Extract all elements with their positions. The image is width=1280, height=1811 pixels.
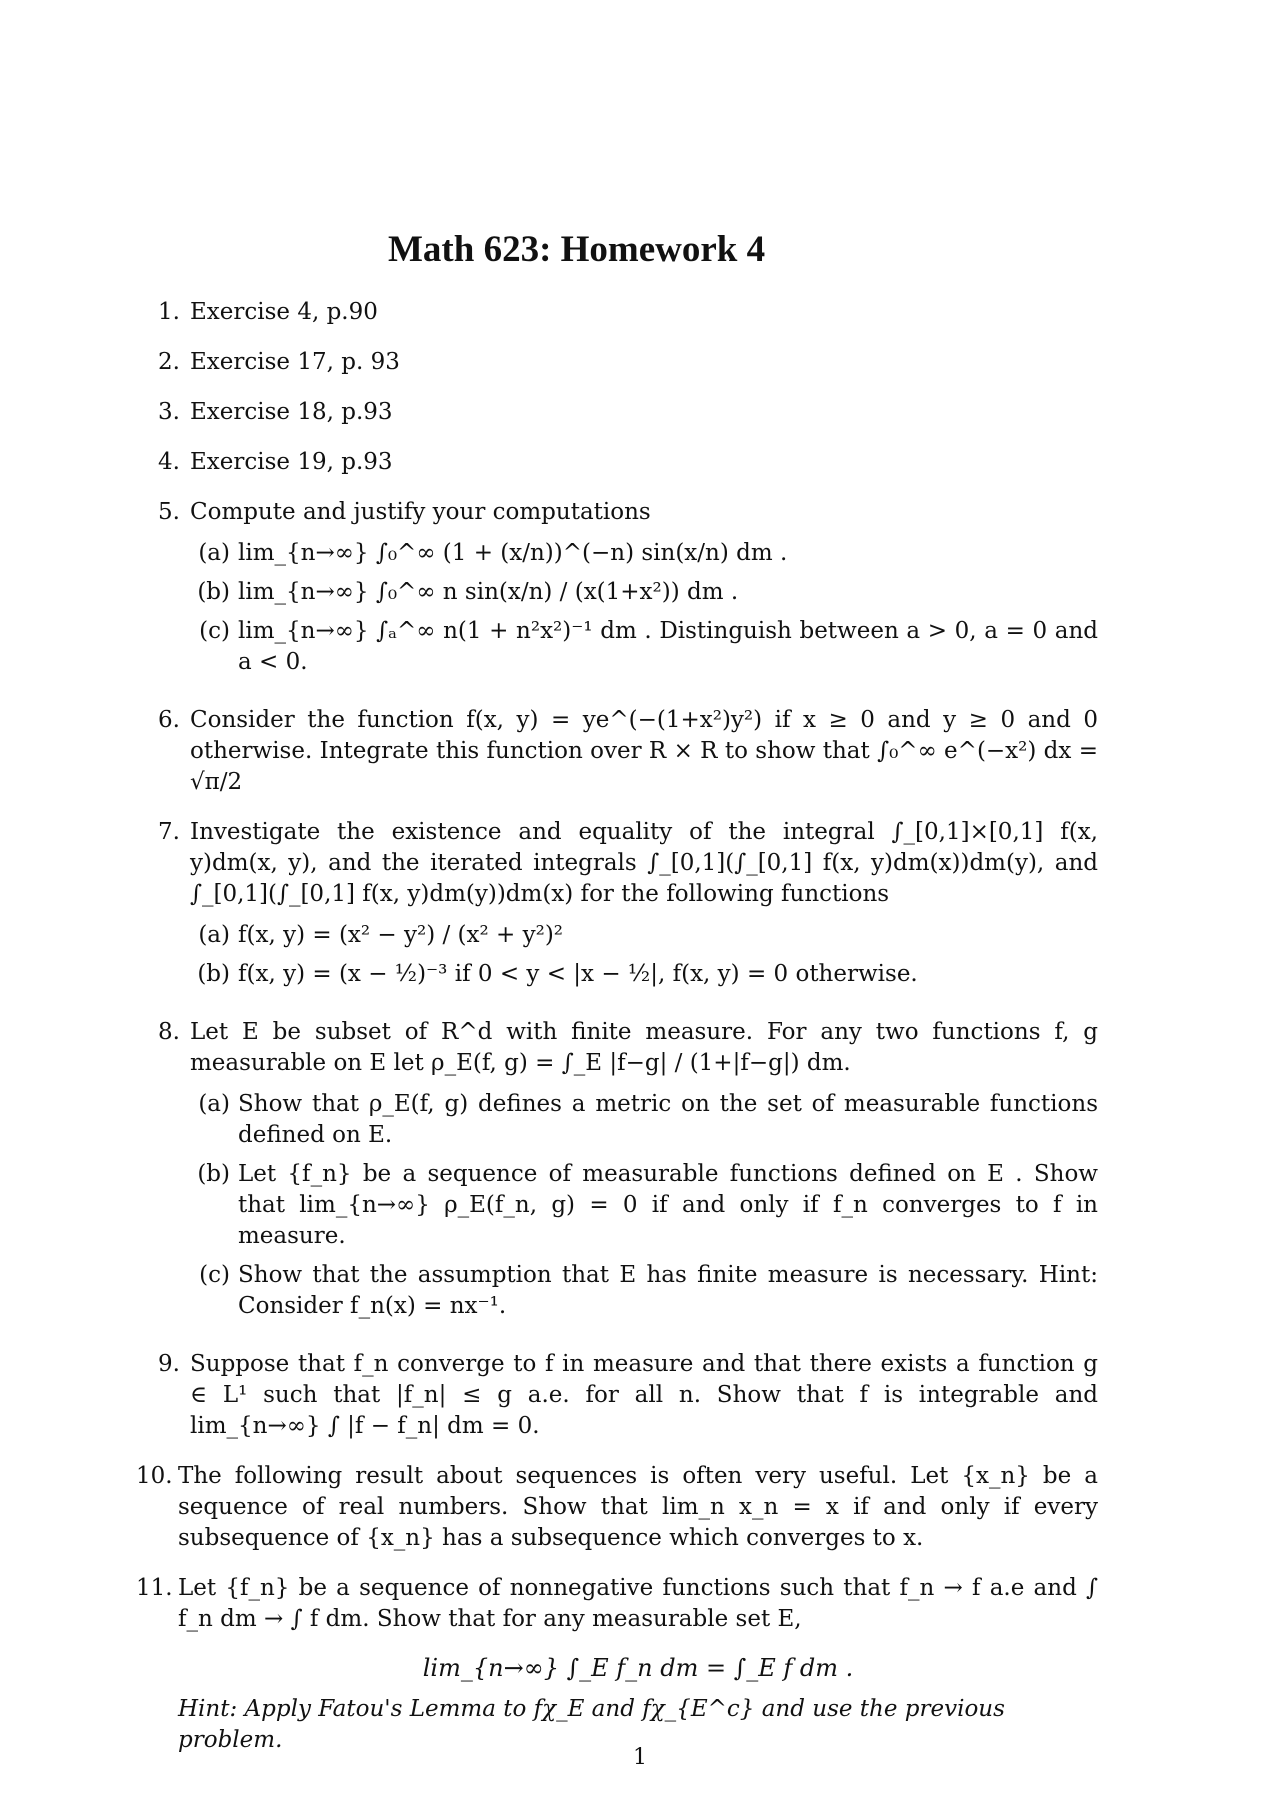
subproblem-text: f(x, y) = (x − ½)⁻³ if 0 < y < |x − ½|, f(x, y) = 0 otherwise. (238, 961, 918, 987)
problem-text: Let E be subset of R^d with finite measure. For any two functions f, g measurable on E let ρ_E(f, g) = ∫_E |f−g| / (1+|f−g|) dm. (190, 1019, 1098, 1076)
problem-6 (148, 705, 1098, 798)
problem-7 (148, 817, 1098, 998)
subproblem (190, 959, 1098, 990)
subproblem-list (190, 538, 1098, 678)
subproblem (190, 616, 1098, 678)
problem-text: Compute and justify your computations (190, 499, 651, 525)
page-title: Math 623: Homework 4 (388, 229, 766, 270)
subproblem (190, 1159, 1098, 1252)
problem-text: Exercise 4, p.90 (190, 299, 378, 325)
problem-9 (148, 1349, 1098, 1442)
subproblem-text: lim_{n→∞} ∫ₐ^∞ n(1 + n²x²)⁻¹ dm . Distinguish between a > 0, a = 0 and a < 0. (238, 618, 1098, 675)
subproblem-text: Let {f_n} be a sequence of measurable functions defined on E . Show that lim_{n→∞} ρ_E(f_n, g) = 0 if and only if f_n converges to f in measure. (238, 1161, 1098, 1249)
problem-1 (148, 297, 1098, 328)
subproblem-label: (a) (198, 922, 230, 948)
problem-number: 4. (158, 449, 180, 475)
content (136, 228, 1098, 1775)
problem-number: 11. (136, 1575, 173, 1601)
problem-number: 10. (136, 1463, 173, 1489)
problem-5 (148, 497, 1098, 686)
problem-text: Investigate the existence and equality of the integral ∫_[0,1]×[0,1] f(x, y)dm(x, y), and the iterated integrals ∫_[0,1](∫_[0,1] f(x, y)dm(x))dm(y), and ∫_[0,1](∫_[0,1] f(x, y)dm(y))dm(x) for the following functions (190, 819, 1098, 907)
subproblem-label: (b) (197, 1161, 230, 1187)
display-equation: lim_{n→∞} ∫_E f_n dm = ∫_E f dm . (422, 1654, 854, 1682)
problem-2 (148, 347, 1098, 378)
problem-number: 6. (158, 707, 180, 733)
hint-text: Hint: Apply Fatou's Lemma to fχ_E and fχ_{E^c} and use the previous problem. (178, 1696, 1005, 1753)
subproblem (190, 920, 1098, 951)
problem-3 (148, 397, 1098, 428)
problem-text: The following result about sequences is often very useful. Let {x_n} be a sequence of real numbers. Show that lim_n x_n = x if and only if every subsequence of {x_n} has a subsequence which converges to x. (178, 1463, 1098, 1551)
problem-text: Exercise 18, p.93 (190, 399, 393, 425)
subproblem-label: (b) (197, 961, 230, 987)
problem-8 (148, 1017, 1098, 1330)
subproblem-text: Show that the assumption that E has finite measure is necessary. Hint: Consider f_n(x) = nx⁻¹. (238, 1262, 1098, 1319)
subproblem-list (190, 1089, 1098, 1322)
problem-4 (148, 447, 1098, 478)
problem-text: Exercise 19, p.93 (190, 449, 393, 475)
subproblem-label: (a) (198, 1091, 230, 1117)
subproblem-text: f(x, y) = (x² − y²) / (x² + y²)² (238, 922, 564, 948)
problem-text: Suppose that f_n converge to f in measure and that there exists a function g ∈ L¹ such that |f_n| ≤ g a.e. for all n. Show that f is integrable and lim_{n→∞} ∫ |f − f_n| dm = 0. (190, 1351, 1098, 1439)
subproblem (190, 1089, 1098, 1151)
problem-10 (136, 1461, 1098, 1554)
subproblem (190, 577, 1098, 608)
subproblem-label: (c) (199, 618, 230, 644)
problem-number: 7. (158, 819, 180, 845)
problem-number: 8. (158, 1019, 180, 1045)
subproblem-text: lim_{n→∞} ∫₀^∞ (1 + (x/n))^(−n) sin(x/n) dm . (238, 540, 788, 566)
subproblem (190, 1260, 1098, 1322)
subproblem-label: (a) (198, 540, 230, 566)
subproblem-text: Show that ρ_E(f, g) defines a metric on the set of measurable functions defined on E. (238, 1091, 1098, 1148)
subproblem-text: lim_{n→∞} ∫₀^∞ n sin(x/n) / (x(1+x²)) dm . (238, 579, 739, 605)
problem-number: 2. (158, 349, 180, 375)
problem-number: 3. (158, 399, 180, 425)
problem-number: 1. (158, 299, 180, 325)
subproblem-list (190, 920, 1098, 990)
problem-text: Exercise 17, p. 93 (190, 349, 400, 375)
subproblem-label: (b) (197, 579, 230, 605)
subproblem (190, 538, 1098, 569)
problem-text: Let {f_n} be a sequence of nonnegative functions such that f_n → f a.e and ∫ f_n dm → ∫ f dm. Show that for any measurable set E, (178, 1575, 1098, 1632)
problem-number: 5. (158, 499, 180, 525)
problem-11 (136, 1573, 1098, 1756)
subproblem-label: (c) (199, 1262, 230, 1288)
page-number: 1 (633, 1745, 647, 1770)
problem-number: 9. (158, 1351, 180, 1377)
problem-text: Consider the function f(x, y) = ye^(−(1+x²)y²) if x ≥ 0 and y ≥ 0 and 0 otherwise. Integrate this function over R × R to show that ∫₀^∞ e^(−x²) dx = √π/2 (190, 707, 1098, 795)
